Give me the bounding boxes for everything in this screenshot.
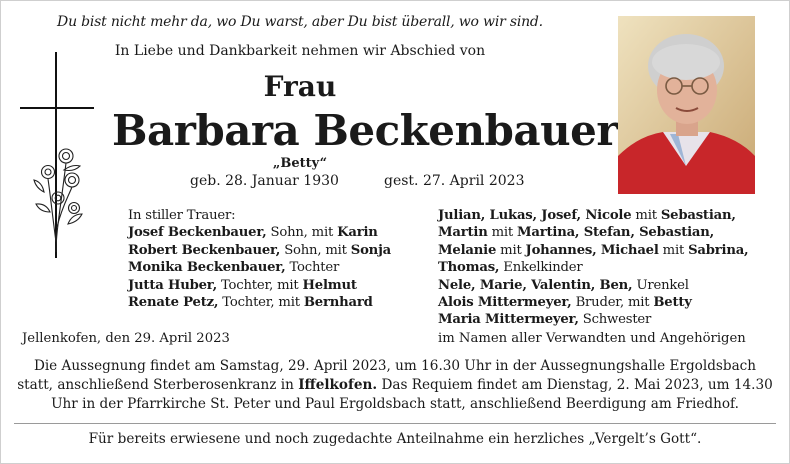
mourner-line [128,224,428,241]
mourner-line [438,242,783,259]
relation-text: In stiller Trauer: [128,208,236,223]
mourner-line [128,242,428,259]
relation-text: Die Aussegnung findet am Samstag, 29. April 2023, um 16.30 Uhr in der Aussegnungshalle Ergoldsbach statt, anschließend Sterberosenkranz in [17,358,757,393]
name-text: Bernhard [303,295,373,311]
mourner-line [128,259,428,276]
relation-text: Urenkel [632,277,689,293]
deceased-name: Barbara Beckenbauer [112,106,619,155]
mourner-line [128,207,428,224]
name-text: Thomas, [438,260,500,276]
relation-text: mit [658,242,689,258]
name-text: Alois Mittermeyer, [438,295,572,311]
mourner-line [438,294,783,311]
salutation: Frau [263,70,337,103]
name-text: Karin [337,225,378,241]
relation-text: Schwester [578,312,652,328]
name-text: Sabrina, [688,242,749,258]
relation-text: mit [487,225,517,241]
mourner-line [128,294,428,311]
portrait-photo [618,16,755,194]
name-text: Sonja [350,242,391,258]
name-text: Melanie [438,242,497,258]
name-text: Johannes, Michael [525,242,659,258]
service-announcement [14,357,776,414]
birth-date: geb. 28. Januar 1930 [190,173,339,189]
mourners-left-list [128,207,428,311]
relation-text: Tochter, mit [218,295,304,311]
relation-text: Tochter [285,260,340,276]
name-text: Iffelkofen. [298,377,378,393]
relation-text: Sohn, mit [280,242,351,258]
mourner-line [438,224,783,241]
relation-text: Enkelkinder [499,260,583,276]
relation-text: Tochter, mit [216,277,303,293]
mourners-right-list [438,207,783,329]
name-text: Martin [438,225,488,241]
name-text: Monika Beckenbauer, [128,260,286,276]
relation-text: mit [496,242,526,258]
name-text: Maria Mittermeyer, [438,312,579,328]
relation-text: Sohn, mit [266,225,338,241]
name-text: Martina, Stefan, Sebastian, [517,225,715,241]
relation-text: Das Requiem findet am Dienstag, 2. Mai 2023, um 14.30 Uhr in der Pfarrkirche St. Peter und Paul Ergoldsbach statt, anschließend Beerdigung am Friedhof. [51,377,773,412]
relation-text: mit [631,208,661,223]
death-date: gest. 27. April 2023 [384,173,525,189]
name-text: Renate Petz, [128,295,219,311]
mourner-line [438,207,783,224]
mourner-line [438,277,783,294]
thanks-line: Für bereits erwiesene und noch zugedachte Anteilnahme ein herzliches „Vergelt’s Gott“. [88,431,702,447]
name-text: Nele, Marie, Valentin, Ben, [438,277,633,293]
name-text: Julian, Lukas, Josef, Nicole [438,208,632,223]
mourner-line [128,277,428,294]
mourner-line [438,311,783,328]
place-and-date: Jellenkofen, den 29. April 2023 [22,331,230,346]
mourner-line [438,259,783,276]
relation-text: Bruder, mit [571,295,654,311]
name-text: Sebastian, [660,208,736,223]
divider [14,423,776,424]
nickname: „Betty“ [272,156,328,171]
intro-text: In Liebe und Dankbarkeit nehmen wir Abschied von [114,43,486,59]
name-text: Robert Beckenbauer, [128,242,281,258]
name-text: Josef Beckenbauer, [128,225,267,241]
name-text: Jutta Huber, [128,277,217,293]
closing-line: im Namen aller Verwandten und Angehörigen [438,331,746,346]
name-text: Helmut [302,277,357,293]
motto: Du bist nicht mehr da, wo Du warst, aber Du bist überall, wo wir sind. [57,14,543,30]
name-text: Betty [653,295,692,311]
